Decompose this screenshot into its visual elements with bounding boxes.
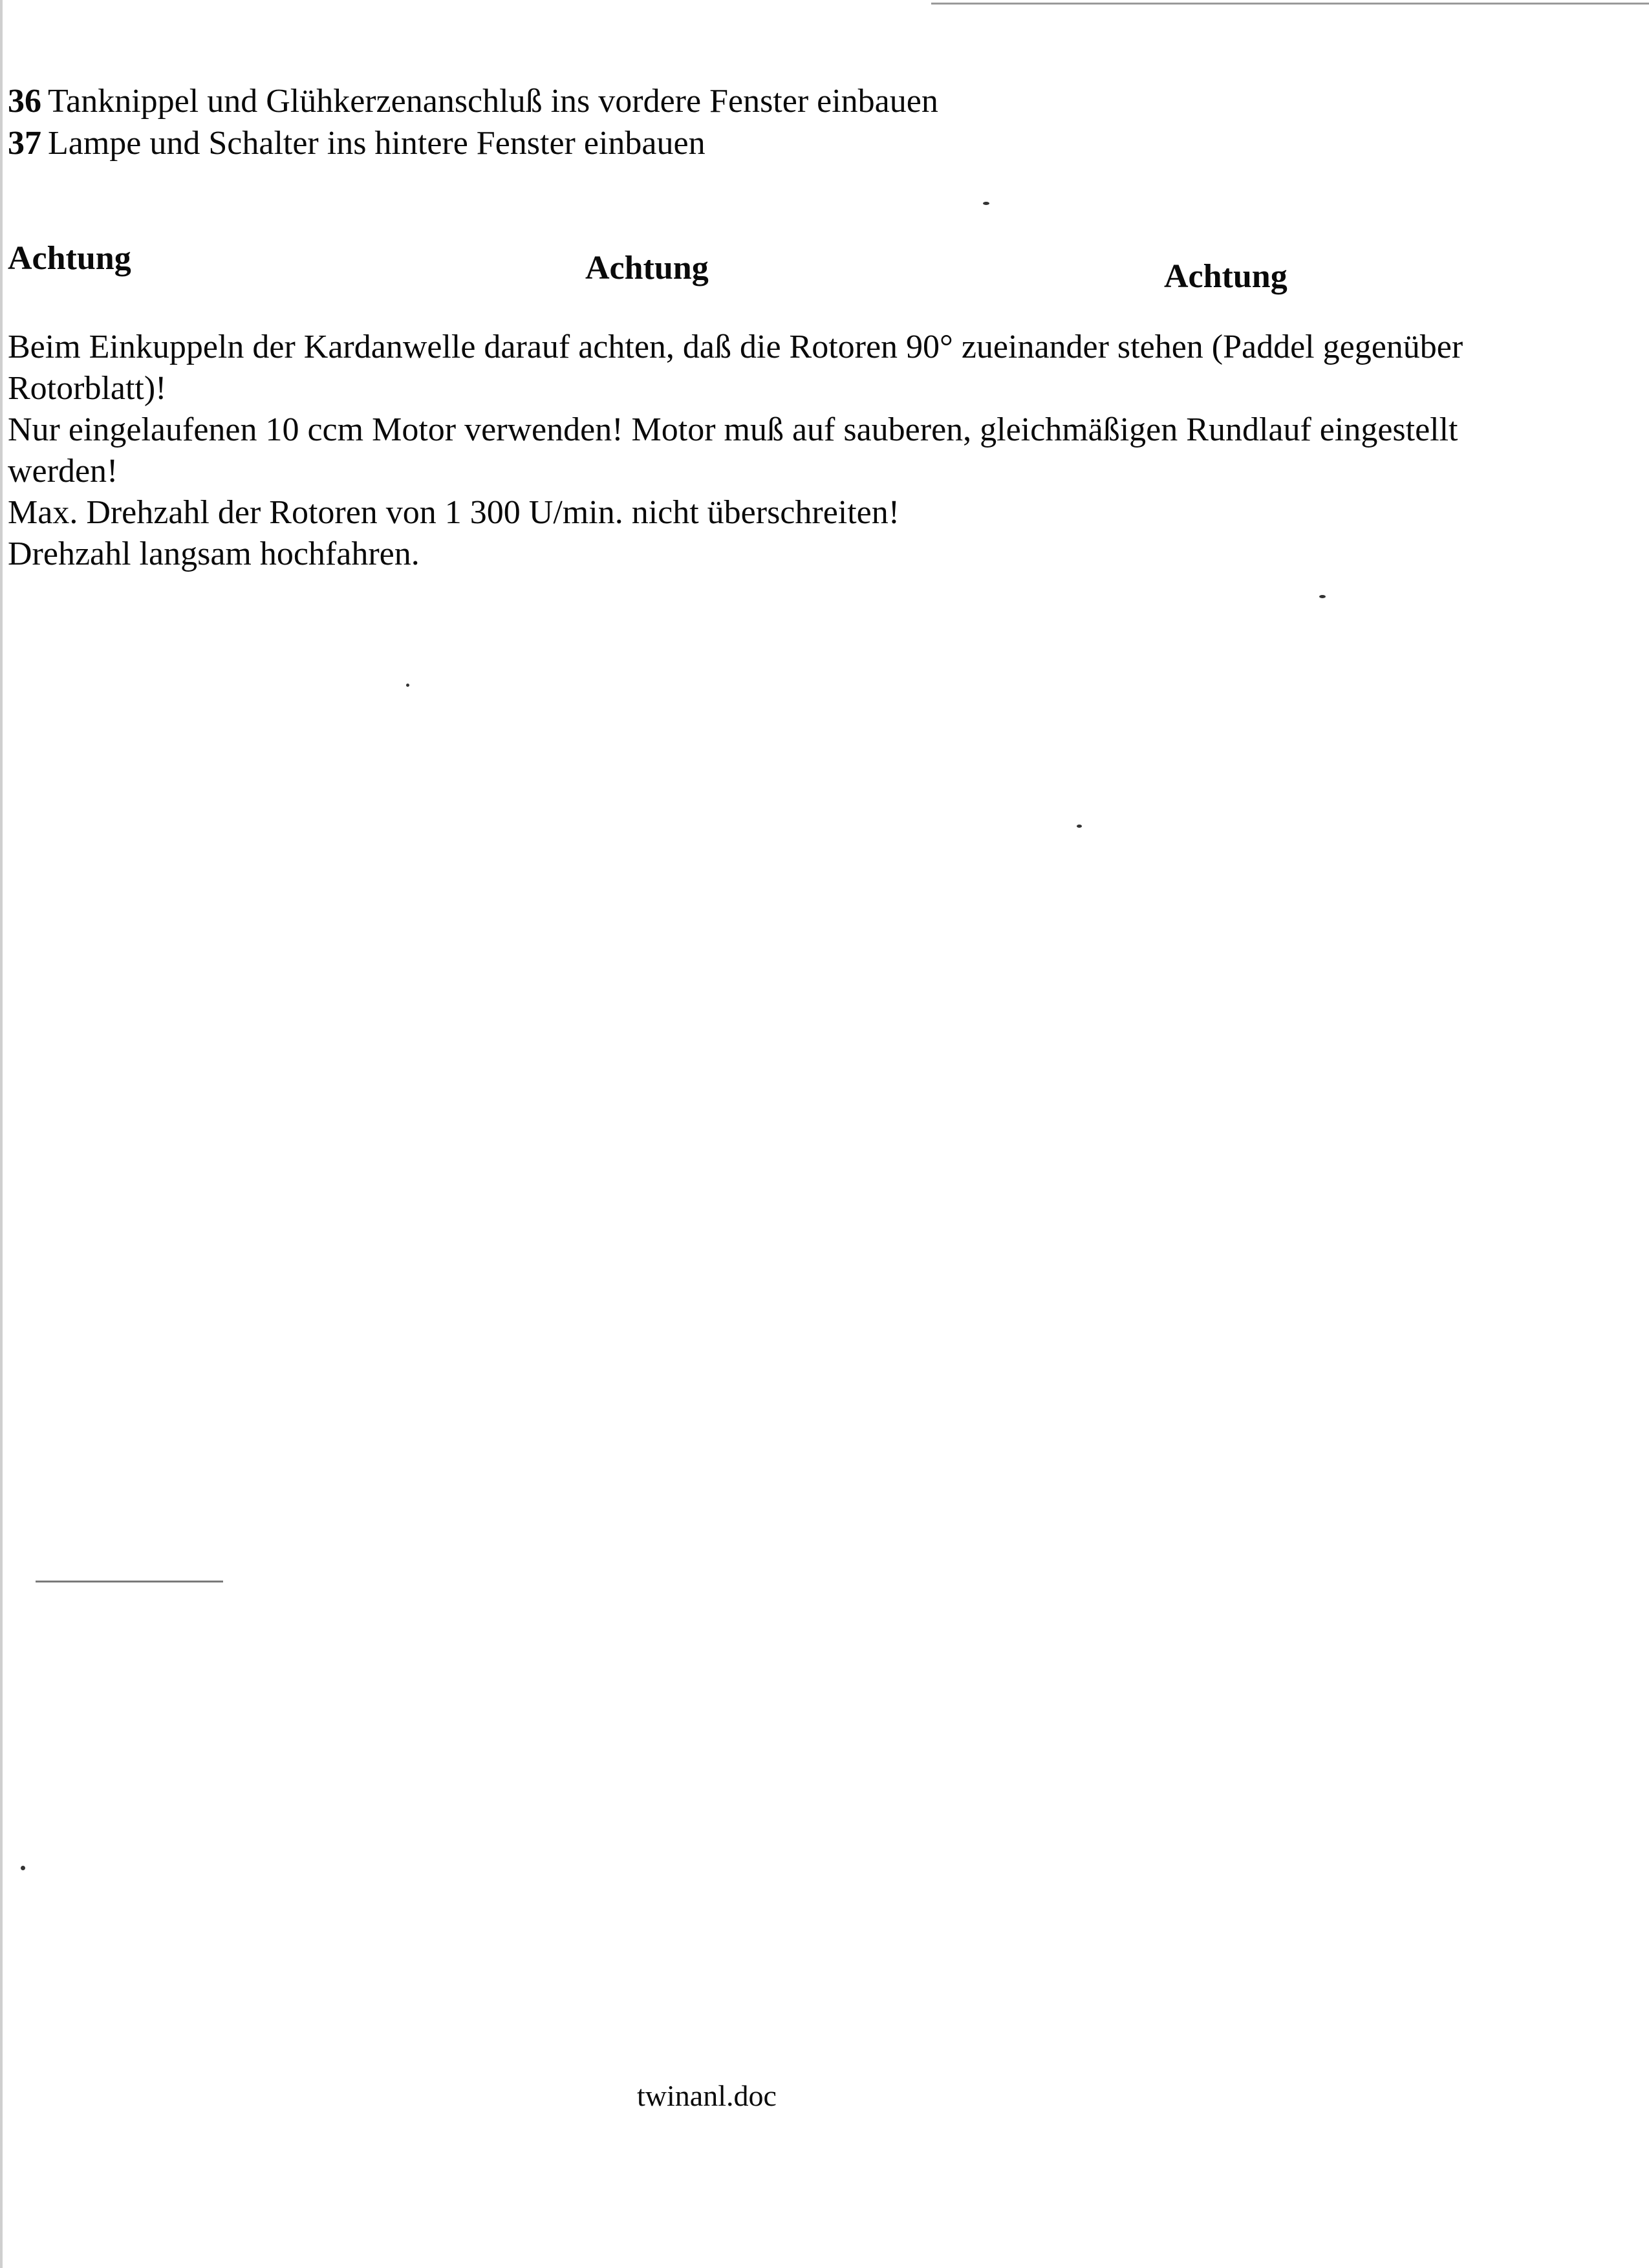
warning-heading-center: Achtung: [585, 250, 709, 286]
warning-heading-right: Achtung: [1164, 258, 1288, 295]
scan-speck: [21, 1866, 25, 1870]
note-motor: Nur eingelaufenen 10 ccm Motor verwenden! Motor muß auf sauberen, gleichmäßigen Rundlauf eingestellt werden!: [8, 411, 1458, 490]
scan-speck: [983, 202, 989, 205]
warning-notes: [8, 327, 1495, 575]
scan-edge-left: [0, 0, 3, 2268]
scan-line-mid: [36, 1581, 223, 1582]
step-text: Lampe und Schalter ins hintere Fenster einbauen: [48, 125, 706, 162]
note-hochfahren: Drehzahl langsam hochfahren.: [8, 535, 420, 572]
step-text: Tanknippel und Glühkerzenanschluß ins vordere Fenster einbauen: [48, 83, 938, 120]
scan-line-top: [931, 3, 1649, 5]
step-37: [8, 124, 706, 163]
note-kardanwelle: Beim Einkuppeln der Kardanwelle darauf achten, daß die Rotoren 90° zueinander stehen (Paddel gegenüber Rotorblatt)!: [8, 329, 1463, 407]
scan-speck: [1319, 595, 1326, 598]
step-number: 37: [8, 125, 41, 162]
scan-speck: [406, 684, 409, 687]
scan-speck: [1077, 825, 1082, 828]
warning-heading-left: Achtung: [8, 240, 131, 277]
step-number: 36: [8, 83, 41, 120]
note-max-drehzahl: Max. Drehzahl der Rotoren von 1 300 U/min. nicht überschreiten!: [8, 494, 900, 531]
footer-filename: twinanl.doc: [637, 2079, 777, 2112]
step-36: [8, 82, 938, 121]
